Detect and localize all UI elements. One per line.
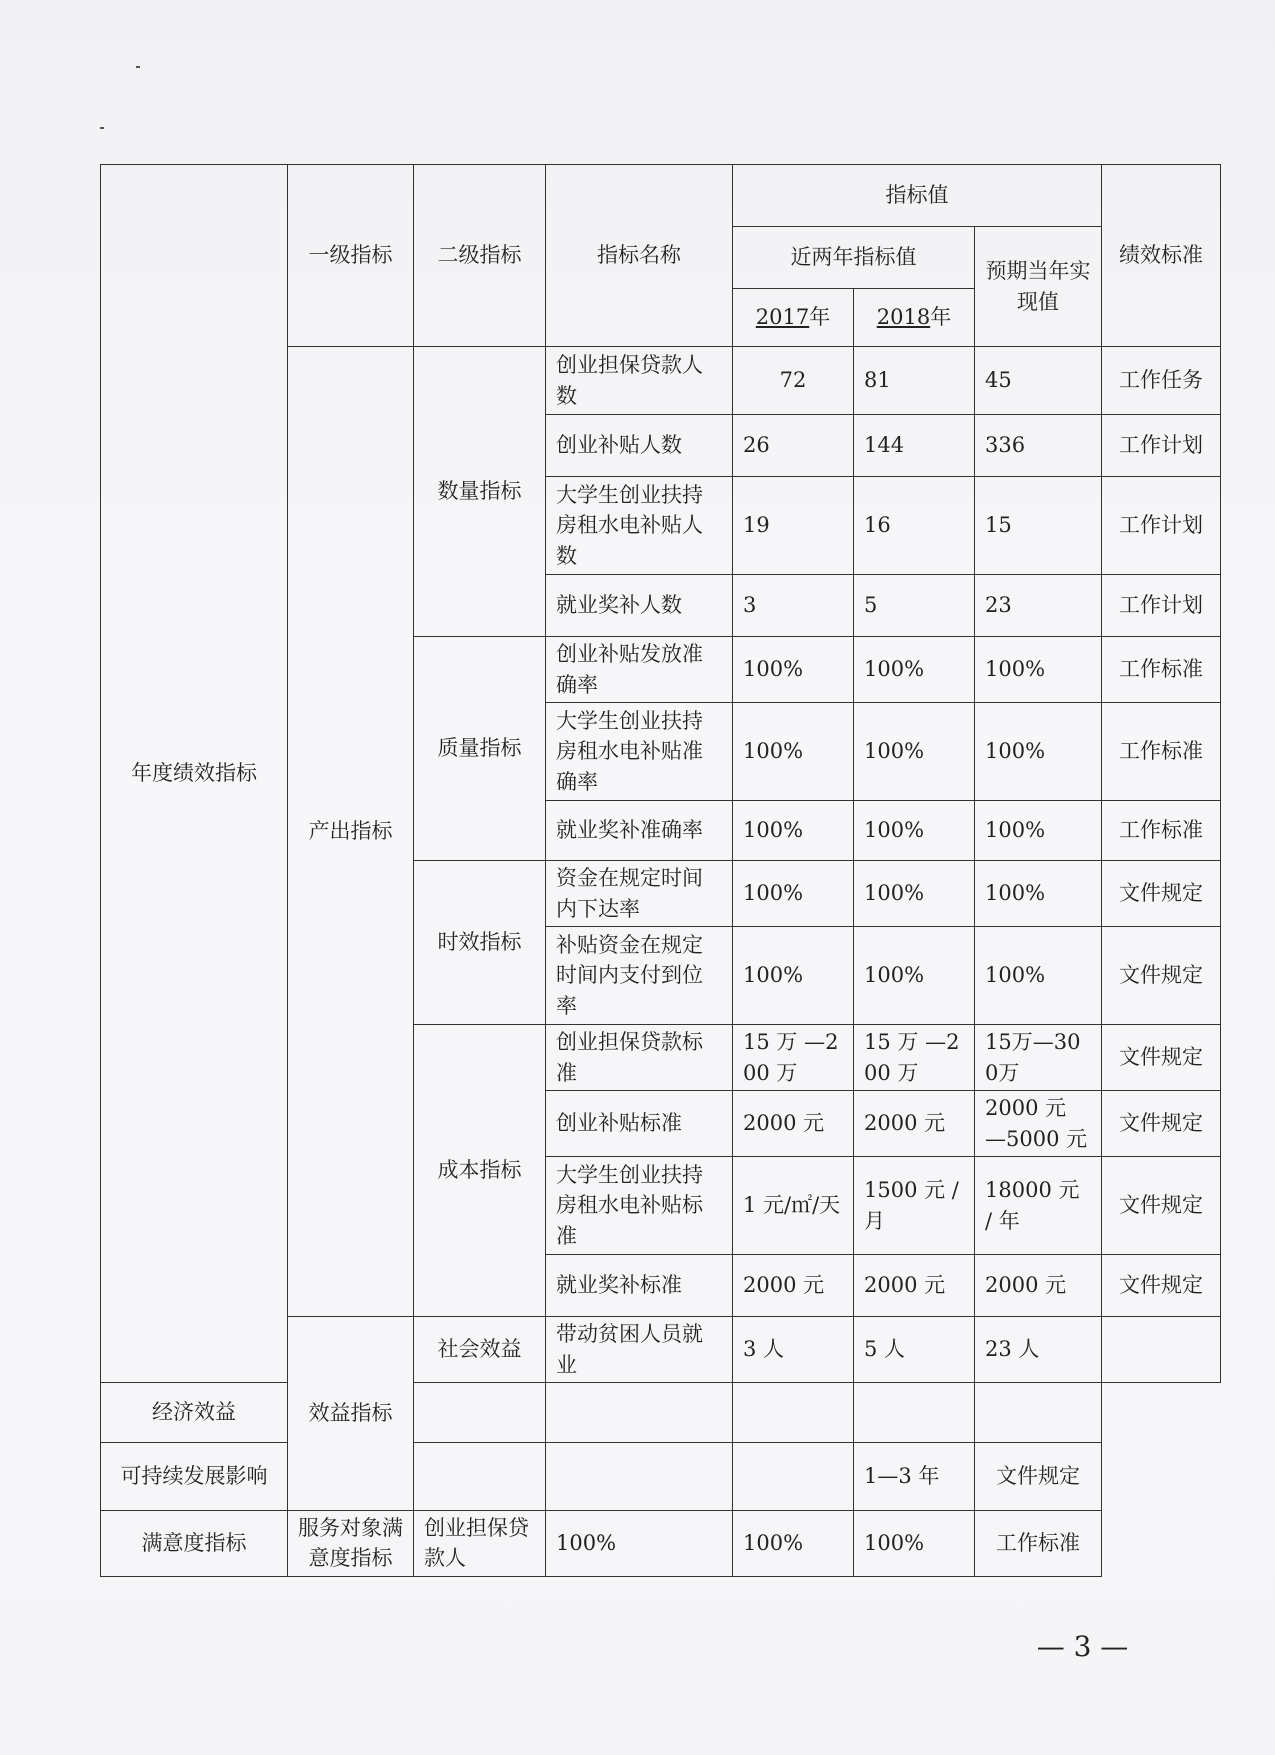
row-standard: 工作计划 <box>1102 415 1221 477</box>
row-2018: 81 <box>854 347 975 415</box>
level2-economic: 经济效益 <box>101 1383 288 1443</box>
header-level1: 一级指标 <box>288 165 414 347</box>
row-name: 带动贫困人员就业 <box>546 1317 733 1383</box>
row-standard: 文件规定 <box>1102 1157 1221 1255</box>
page-number: — 3 — <box>1036 1630 1129 1663</box>
page-footer <box>0 1630 1275 1663</box>
row-standard: 文件规定 <box>975 1443 1102 1511</box>
row-standard: 文件规定 <box>1102 861 1221 927</box>
row-expected: 15 <box>975 477 1102 575</box>
row-expected <box>854 1383 975 1443</box>
scan-speck <box>136 66 140 68</box>
year-2018-value: 2018 <box>876 305 931 330</box>
row-expected: 100% <box>975 637 1102 703</box>
row-expected: 23 人 <box>975 1317 1102 1383</box>
row-2018: 100% <box>854 861 975 927</box>
row-2018: 2000 元 <box>854 1255 975 1317</box>
row-name: 创业担保贷款人 <box>414 1511 546 1577</box>
row-2017: 100% <box>733 703 854 801</box>
row-name: 就业奖补准确率 <box>546 801 733 861</box>
row-expected: 15万—300万 <box>975 1025 1102 1091</box>
year-2017-value: 2017 <box>755 305 810 330</box>
level2-sustainable: 可持续发展影响 <box>101 1443 288 1511</box>
row-2018: 5 人 <box>854 1317 975 1383</box>
row-name: 创业担保贷款标准 <box>546 1025 733 1091</box>
row-2017: 100% <box>733 637 854 703</box>
row-name: 就业奖补人数 <box>546 575 733 637</box>
row-name: 创业担保贷款人数 <box>546 347 733 415</box>
header-name: 指标名称 <box>546 165 733 347</box>
row-expected: 2000 元 <box>975 1255 1102 1317</box>
row-name: 大学生创业扶持房租水电补贴人数 <box>546 477 733 575</box>
header-indicator-value: 指标值 <box>733 165 1102 227</box>
header-standard: 绩效标准 <box>1102 165 1221 347</box>
row-2018: 100% <box>854 927 975 1025</box>
row-name <box>414 1383 546 1443</box>
row-standard: 文件规定 <box>1102 1091 1221 1157</box>
section-label-cell <box>101 165 288 1383</box>
level2-social: 社会效益 <box>414 1317 546 1383</box>
row-expected: 45 <box>975 347 1102 415</box>
row-2018: 16 <box>854 477 975 575</box>
row-standard: 工作计划 <box>1102 477 1221 575</box>
row-2018 <box>733 1443 854 1511</box>
scan-speck <box>100 127 104 129</box>
row-2017: 100% <box>733 861 854 927</box>
header-level2: 二级指标 <box>414 165 546 347</box>
year-suffix: 年 <box>930 305 952 330</box>
row-name: 补贴资金在规定时间内支付到位率 <box>546 927 733 1025</box>
row-standard <box>975 1383 1102 1443</box>
row-2017: 2000 元 <box>733 1255 854 1317</box>
row-expected: 23 <box>975 575 1102 637</box>
row-2017: 2000 元 <box>733 1091 854 1157</box>
row-standard: 工作任务 <box>1102 347 1221 415</box>
row-2017: 15 万 —200 万 <box>733 1025 854 1091</box>
row-name: 创业补贴人数 <box>546 415 733 477</box>
level2-quantity: 数量指标 <box>414 347 546 637</box>
row-standard: 工作标准 <box>1102 801 1221 861</box>
row-2017: 3 人 <box>733 1317 854 1383</box>
row-name: 大学生创业扶持房租水电补贴标准 <box>546 1157 733 1255</box>
header-year-2018 <box>854 289 975 347</box>
row-2017: 100% <box>546 1511 733 1577</box>
header-recent-two-years: 近两年指标值 <box>733 227 975 289</box>
header-expected: 预期当年实现值 <box>975 227 1102 347</box>
row-2018: 5 <box>854 575 975 637</box>
level2-quality: 质量指标 <box>414 637 546 861</box>
level2-service-satisfaction: 服务对象满意度指标 <box>288 1511 414 1577</box>
row-expected: 100% <box>975 861 1102 927</box>
row-name: 创业补贴发放准确率 <box>546 637 733 703</box>
row-2017 <box>546 1443 733 1511</box>
row-2018: 15 万 —200 万 <box>854 1025 975 1091</box>
row-2018: 100% <box>854 703 975 801</box>
year-suffix: 年 <box>809 305 831 330</box>
row-2018: 144 <box>854 415 975 477</box>
row-expected: 100% <box>975 927 1102 1025</box>
row-2018: 100% <box>854 801 975 861</box>
row-2017: 1 元/㎡/天 <box>733 1157 854 1255</box>
row-name: 资金在规定时间内下达率 <box>546 861 733 927</box>
row-standard: 文件规定 <box>1102 1025 1221 1091</box>
row-2018 <box>733 1383 854 1443</box>
level1-output: 产出指标 <box>288 347 414 1317</box>
row-2017: 100% <box>733 801 854 861</box>
row-2017: 26 <box>733 415 854 477</box>
row-standard <box>1102 1317 1221 1383</box>
row-standard: 工作标准 <box>1102 637 1221 703</box>
row-expected: 2000 元 —5000 元 <box>975 1091 1102 1157</box>
row-expected: 100% <box>854 1511 975 1577</box>
row-expected: 18000 元 / 年 <box>975 1157 1102 1255</box>
level2-timeliness: 时效指标 <box>414 861 546 1025</box>
row-2018: 1500 元 / 月 <box>854 1157 975 1255</box>
row-standard: 工作标准 <box>975 1511 1102 1577</box>
row-2017: 100% <box>733 927 854 1025</box>
level1-benefit: 效益指标 <box>288 1317 414 1511</box>
row-standard: 文件规定 <box>1102 927 1221 1025</box>
row-2017: 72 <box>733 347 854 415</box>
row-2018: 100% <box>733 1511 854 1577</box>
row-name: 大学生创业扶持房租水电补贴准确率 <box>546 703 733 801</box>
row-2017: 3 <box>733 575 854 637</box>
section-label: 年度绩效指标 <box>131 761 257 786</box>
performance-indicator-table <box>100 164 1221 1577</box>
row-standard: 文件规定 <box>1102 1255 1221 1317</box>
row-2018: 100% <box>854 637 975 703</box>
row-expected: 1—3 年 <box>854 1443 975 1511</box>
row-expected: 100% <box>975 801 1102 861</box>
header-year-2017 <box>733 289 854 347</box>
level1-satisfaction: 满意度指标 <box>101 1511 288 1577</box>
row-expected: 100% <box>975 703 1102 801</box>
row-name: 就业奖补标准 <box>546 1255 733 1317</box>
row-2018: 2000 元 <box>854 1091 975 1157</box>
row-name <box>414 1443 546 1511</box>
row-2017: 19 <box>733 477 854 575</box>
row-name: 创业补贴标准 <box>546 1091 733 1157</box>
row-2017 <box>546 1383 733 1443</box>
level2-cost: 成本指标 <box>414 1025 546 1317</box>
row-standard: 工作计划 <box>1102 575 1221 637</box>
row-expected: 336 <box>975 415 1102 477</box>
row-standard: 工作标准 <box>1102 703 1221 801</box>
